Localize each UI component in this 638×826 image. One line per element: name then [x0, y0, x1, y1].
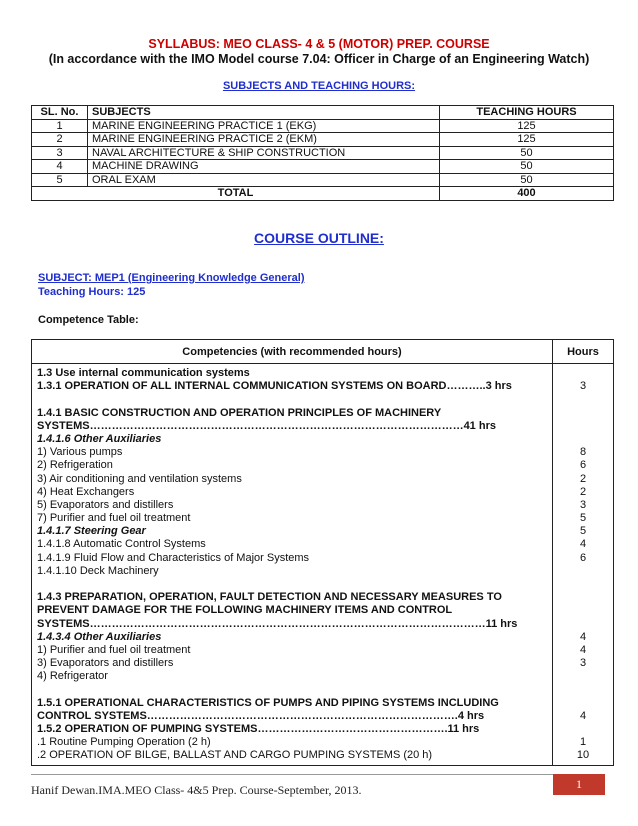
competence-table-label: Competence Table: [38, 314, 139, 326]
row-spacer [37, 578, 549, 591]
competency-item: 1.4.1.7 Steering Gear [37, 525, 146, 538]
competency-item: 1) Purifier and fuel oil treatment [37, 643, 191, 656]
competency-hours [553, 393, 613, 406]
competency-hours: 3 [579, 657, 587, 670]
row-hours: 50 [440, 160, 614, 174]
competency-item: 1.4.1.9 Fluid Flow and Characteristics of Major Systems [37, 551, 310, 564]
competency-hours: 4 [579, 630, 587, 643]
competency-hours: 10 [576, 749, 590, 762]
competency-hours [553, 684, 613, 697]
total-row [32, 187, 614, 201]
row-spacer [37, 393, 549, 406]
competency-hours [553, 420, 613, 433]
table-row [32, 146, 614, 160]
competency-hours [553, 697, 613, 710]
competence-table [31, 339, 614, 766]
competency-hours: 4 [579, 643, 587, 656]
row-spacer [37, 684, 549, 697]
competency-item: CONTROL SYSTEMS………………………………………………………………………….4 hrs [37, 709, 485, 722]
competency-hours: 5 [579, 512, 587, 525]
header-hours: Hours [567, 346, 599, 358]
competency-item: PREVENT DAMAGE FOR THE FOLLOWING MACHINERY ITEMS AND CONTROL [37, 604, 453, 617]
competency-hours: 3 [579, 380, 587, 393]
header-competencies: Competencies (with recommended hours) [182, 346, 402, 358]
competency-item: 1.4.1.6 Other Auxiliaries [37, 432, 162, 445]
competency-item: 1.5.1 OPERATIONAL CHARACTERISTICS OF PUMPS AND PIPING SYSTEMS INCLUDING [37, 696, 499, 709]
row-sl-no: 3 [32, 146, 88, 160]
competency-hours: 4 [579, 709, 587, 722]
competency-item: .1 Routine Pumping Operation (2 h) [37, 736, 211, 749]
header-sl-no: SL. No. [32, 106, 88, 120]
row-subject: MACHINE DRAWING [88, 160, 440, 174]
row-sl-no: 2 [32, 133, 88, 147]
row-subject: ORAL EXAM [88, 173, 440, 187]
competency-hours: 8 [579, 446, 587, 459]
competency-item: 1.5.2 OPERATION OF PUMPING SYSTEMS…………………………………………….11 hrs [37, 723, 480, 736]
competency-hours [553, 591, 613, 604]
competency-hours: 2 [579, 472, 587, 485]
competency-hours: 4 [579, 538, 587, 551]
competency-hours: 6 [579, 551, 587, 564]
row-hours: 50 [440, 146, 614, 160]
footer-text: Hanif Dewan.IMA.MEO Class- 4&5 Prep. Course-September, 2013. [31, 783, 362, 797]
competency-item: 4) Refrigerator [37, 670, 108, 683]
row-subject: NAVAL ARCHITECTURE & SHIP CONSTRUCTION [88, 146, 440, 160]
competency-item: 7) Purifier and fuel oil treatment [37, 512, 191, 525]
row-sl-no: 1 [32, 119, 88, 133]
page-number: 1 [553, 774, 605, 795]
table-row [32, 173, 614, 187]
competency-item: 1.4.1 BASIC CONSTRUCTION AND OPERATION PRINCIPLES OF MACHINERY [37, 406, 442, 419]
competency-item: 1.3 Use internal communication systems [37, 367, 250, 379]
competency-hours: 1 [579, 736, 587, 749]
table-row [32, 160, 614, 174]
hours-column [553, 367, 613, 763]
row-hours: 50 [440, 173, 614, 187]
total-value: 400 [440, 187, 614, 201]
competency-list [37, 367, 549, 763]
competency-item: 2) Refrigeration [37, 459, 113, 472]
competency-hours [553, 604, 613, 617]
competency-item: 1.4.3.4 Other Auxiliaries [37, 630, 162, 643]
table-row [32, 133, 614, 147]
footer-divider [31, 774, 553, 775]
competency-hours [553, 618, 613, 631]
teaching-hours-line: Teaching Hours: 125 [38, 286, 146, 298]
row-subject: MARINE ENGINEERING PRACTICE 2 (EKM) [88, 133, 440, 147]
row-sl-no: 4 [32, 160, 88, 174]
subjects-table-header [32, 106, 614, 120]
subjects-heading: SUBJECTS AND TEACHING HOURS: [222, 80, 416, 92]
competency-hours [553, 433, 613, 446]
competency-item: 1) Various pumps [37, 446, 123, 459]
competency-item: 5) Evaporators and distillers [37, 498, 174, 511]
competency-hours [553, 565, 613, 578]
document-title: SYLLABUS: MEO CLASS- 4 & 5 (MOTOR) PREP. COURSE [148, 37, 490, 51]
competency-hours [553, 578, 613, 591]
row-sl-no: 5 [32, 173, 88, 187]
competency-item: 1.4.3 PREPARATION, OPERATION, FAULT DETECTION AND NECESSARY MEASURES TO [37, 591, 502, 604]
competency-hours: 6 [579, 459, 587, 472]
subjects-table [31, 105, 614, 201]
competency-item: 3) Evaporators and distillers [37, 657, 174, 670]
competency-hours [553, 407, 613, 420]
competency-item: SYSTEMS………………………………………………………………………………………………11 hrs [37, 617, 518, 630]
header-teaching-hours: TEACHING HOURS [440, 106, 614, 120]
competency-hours [553, 367, 613, 380]
subject-title: SUBJECT: MEP1 (Engineering Knowledge General) [38, 272, 305, 284]
row-hours: 125 [440, 119, 614, 133]
competency-hours: 5 [579, 525, 587, 538]
header-subjects: SUBJECTS [88, 106, 440, 120]
competency-item: 1.4.1.8 Automatic Control Systems [37, 538, 206, 551]
competency-item: 4) Heat Exchangers [37, 485, 135, 498]
competency-item: 3) Air conditioning and ventilation systems [37, 472, 242, 485]
competence-table-header [32, 340, 613, 364]
competency-item: 1.4.1.10 Deck Machinery [37, 564, 159, 577]
competency-hours [553, 723, 613, 736]
competency-item: SYSTEMS…………………………………………………………………………………………41 hrs [37, 419, 496, 432]
competency-item: .2 OPERATION OF BILGE, BALLAST AND CARGO PUMPING SYSTEMS (20 h) [37, 749, 433, 762]
table-row [32, 119, 614, 133]
competency-hours: 3 [579, 498, 587, 511]
competency-hours [553, 670, 613, 683]
course-outline-heading: COURSE OUTLINE: [254, 230, 384, 246]
total-label: TOTAL [32, 187, 440, 201]
competency-item: 1.3.1 OPERATION OF ALL INTERNAL COMMUNICATION SYSTEMS ON BOARD………..3 hrs [37, 380, 512, 393]
row-hours: 125 [440, 133, 614, 147]
competency-hours: 2 [579, 485, 587, 498]
row-subject: MARINE ENGINEERING PRACTICE 1 (EKG) [88, 119, 440, 133]
document-subtitle: (In accordance with the IMO Model course 7.04: Officer in Charge of an Engineering Watch) [48, 52, 590, 66]
